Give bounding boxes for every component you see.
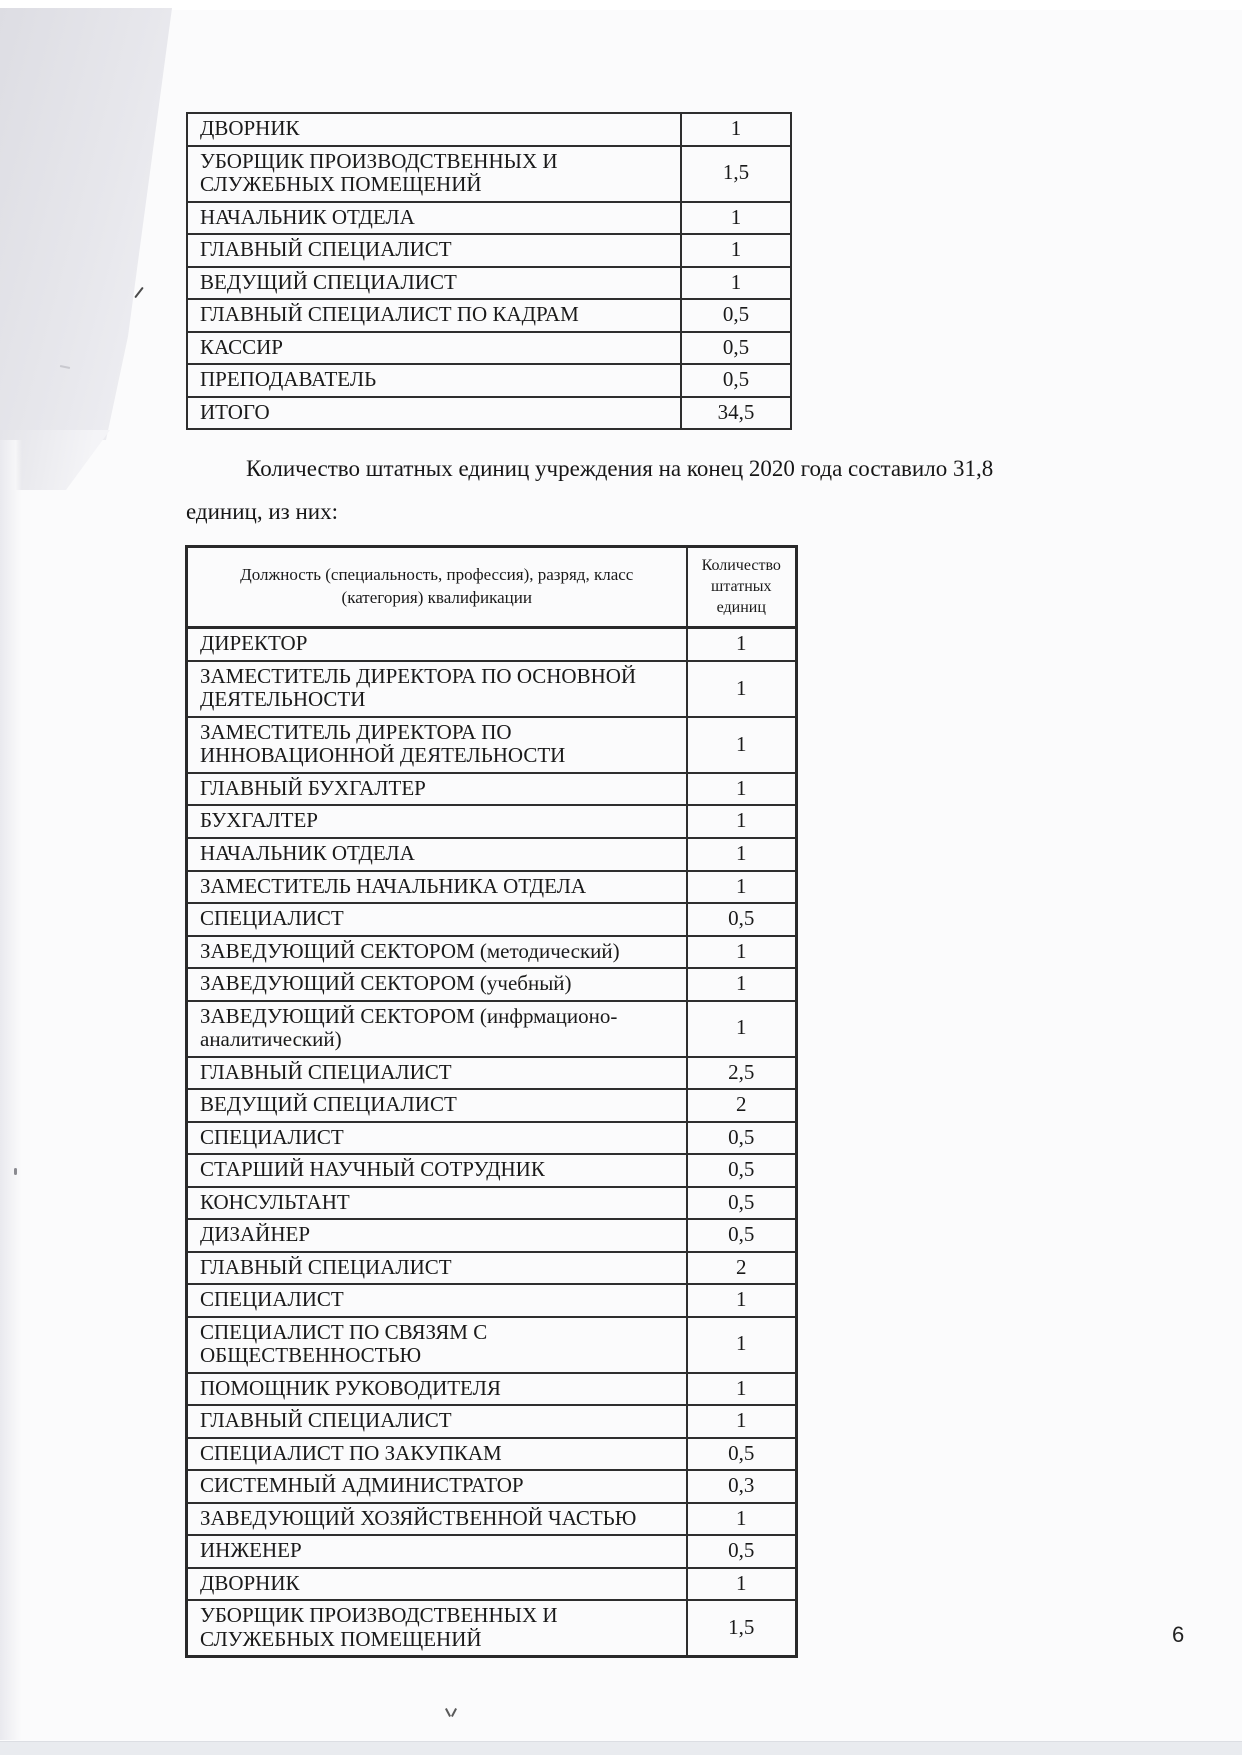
count-cell: 1 bbox=[687, 717, 797, 773]
count-cell: 1 bbox=[687, 805, 797, 838]
table-row bbox=[187, 1470, 797, 1503]
table-row bbox=[187, 871, 797, 904]
position-cell: ИТОГО bbox=[187, 397, 681, 430]
count-cell: 34,5 bbox=[681, 397, 791, 430]
table-row bbox=[187, 968, 797, 1001]
position-cell: ГЛАВНЫЙ СПЕЦИАЛИСТ bbox=[187, 234, 681, 267]
table-row bbox=[187, 202, 791, 235]
position-cell: ДИЗАЙНЕР bbox=[187, 1219, 687, 1252]
position-cell: ЗАМЕСТИТЕЛЬ НАЧАЛЬНИКА ОТДЕЛА bbox=[187, 871, 687, 904]
intro-paragraph: Количество штатных единиц учреждения на конец 2020 года составило 31,8 единиц, из них: bbox=[186, 456, 994, 524]
table-row bbox=[187, 267, 791, 300]
table-row bbox=[187, 773, 797, 806]
table-row bbox=[187, 1317, 797, 1373]
count-cell: 1 bbox=[681, 267, 791, 300]
count-cell: 0,5 bbox=[687, 1535, 797, 1568]
table-row bbox=[187, 1503, 797, 1536]
table-row bbox=[187, 628, 797, 661]
table-row bbox=[187, 1405, 797, 1438]
position-cell: ЗАВЕДУЮЩИЙ СЕКТОРОМ (методический) bbox=[187, 936, 687, 969]
table-row bbox=[187, 113, 791, 146]
count-cell: 0,5 bbox=[681, 332, 791, 365]
table-row bbox=[187, 146, 791, 202]
position-cell: ПОМОЩНИК РУКОВОДИТЕЛЯ bbox=[187, 1373, 687, 1406]
position-cell: ЗАМЕСТИТЕЛЬ ДИРЕКТОРА ПО ИННОВАЦИОННОЙ ДЕЯТЕЛЬНОСТИ bbox=[187, 717, 687, 773]
count-cell: 2 bbox=[687, 1252, 797, 1285]
table-row bbox=[187, 1187, 797, 1220]
scan-top-edge-artifact bbox=[0, 0, 1242, 10]
count-cell: 1 bbox=[687, 1373, 797, 1406]
position-cell: СПЕЦИАЛИСТ bbox=[187, 1122, 687, 1155]
count-cell: 1 bbox=[687, 1284, 797, 1317]
table-row bbox=[187, 1438, 797, 1471]
count-cell: 1 bbox=[681, 202, 791, 235]
table-row bbox=[187, 1600, 797, 1657]
position-cell: СПЕЦИАЛИСТ ПО ЗАКУПКАМ bbox=[187, 1438, 687, 1471]
count-cell: 1,5 bbox=[681, 146, 791, 202]
position-cell: БУХГАЛТЕР bbox=[187, 805, 687, 838]
scan-fold-artifact bbox=[0, 8, 172, 440]
position-cell: ЗАВЕДУЮЩИЙ СЕКТОРОМ (инфрмационо-аналитический) bbox=[187, 1001, 687, 1057]
scan-bottom-edge-artifact bbox=[0, 1741, 1242, 1755]
stray-pen-mark bbox=[134, 287, 144, 298]
count-cell: 0,3 bbox=[687, 1470, 797, 1503]
position-cell: ГЛАВНЫЙ СПЕЦИАЛИСТ bbox=[187, 1252, 687, 1285]
table-row bbox=[187, 1252, 797, 1285]
table-row bbox=[187, 299, 791, 332]
table-row bbox=[187, 1373, 797, 1406]
column-header-count: Количество штатных единиц bbox=[687, 547, 797, 628]
position-cell: ДИРЕКТОР bbox=[187, 628, 687, 661]
count-cell: 2 bbox=[687, 1089, 797, 1122]
count-cell: 1 bbox=[687, 871, 797, 904]
table-row bbox=[187, 1057, 797, 1090]
table-row bbox=[187, 1568, 797, 1601]
table-row bbox=[187, 838, 797, 871]
count-cell: 1 bbox=[687, 1317, 797, 1373]
position-cell: ГЛАВНЫЙ СПЕЦИАЛИСТ bbox=[187, 1057, 687, 1090]
table-header-row bbox=[187, 547, 797, 628]
position-cell: ПРЕПОДАВАТЕЛЬ bbox=[187, 364, 681, 397]
position-cell: УБОРЩИК ПРОИЗВОДСТВЕННЫХ И СЛУЖЕБНЫХ ПОМЕЩЕНИЙ bbox=[187, 1600, 687, 1657]
table-row bbox=[187, 1284, 797, 1317]
table-row bbox=[187, 234, 791, 267]
count-cell: 1 bbox=[687, 1001, 797, 1057]
count-cell: 0,5 bbox=[681, 299, 791, 332]
count-cell: 0,5 bbox=[687, 1122, 797, 1155]
table-row bbox=[187, 936, 797, 969]
count-cell: 1 bbox=[687, 661, 797, 717]
count-cell: 1 bbox=[687, 1503, 797, 1536]
count-cell: 1 bbox=[687, 773, 797, 806]
position-cell: ДВОРНИК bbox=[187, 113, 681, 146]
position-cell: СПЕЦИАЛИСТ bbox=[187, 903, 687, 936]
stray-pen-mark bbox=[451, 1708, 457, 1717]
table-row bbox=[187, 1122, 797, 1155]
position-cell: УБОРЩИК ПРОИЗВОДСТВЕННЫХ И СЛУЖЕБНЫХ ПОМЕЩЕНИЙ bbox=[187, 146, 681, 202]
position-cell: ДВОРНИК bbox=[187, 1568, 687, 1601]
position-cell: КАССИР bbox=[187, 332, 681, 365]
table-row bbox=[187, 1001, 797, 1057]
position-cell: ГЛАВНЫЙ БУХГАЛТЕР bbox=[187, 773, 687, 806]
table-row bbox=[187, 1219, 797, 1252]
count-cell: 0,5 bbox=[687, 1187, 797, 1220]
position-cell: НАЧАЛЬНИК ОТДЕЛА bbox=[187, 838, 687, 871]
table-row bbox=[187, 397, 791, 430]
stray-pen-mark bbox=[14, 1168, 17, 1175]
count-cell: 1,5 bbox=[687, 1600, 797, 1657]
count-cell: 2,5 bbox=[687, 1057, 797, 1090]
position-cell: ГЛАВНЫЙ СПЕЦИАЛИСТ ПО КАДРАМ bbox=[187, 299, 681, 332]
count-cell: 0,5 bbox=[681, 364, 791, 397]
position-cell: СПЕЦИАЛИСТ ПО СВЯЗЯМ С ОБЩЕСТВЕННОСТЬЮ bbox=[187, 1317, 687, 1373]
position-cell: НАЧАЛЬНИК ОТДЕЛА bbox=[187, 202, 681, 235]
count-cell: 1 bbox=[687, 628, 797, 661]
column-header-position: Должность (специальность, профессия), разряд, класс (категория) квалификации bbox=[187, 547, 687, 628]
table-row bbox=[187, 717, 797, 773]
position-cell: КОНСУЛЬТАНТ bbox=[187, 1187, 687, 1220]
position-cell: ГЛАВНЫЙ СПЕЦИАЛИСТ bbox=[187, 1405, 687, 1438]
count-cell: 1 bbox=[687, 968, 797, 1001]
position-cell: СПЕЦИАЛИСТ bbox=[187, 1284, 687, 1317]
table-row bbox=[187, 1535, 797, 1568]
position-cell: СТАРШИЙ НАУЧНЫЙ СОТРУДНИК bbox=[187, 1154, 687, 1187]
table-row bbox=[187, 661, 797, 717]
count-cell: 0,5 bbox=[687, 1219, 797, 1252]
count-cell: 1 bbox=[687, 936, 797, 969]
table-row bbox=[187, 364, 791, 397]
position-cell: ЗАМЕСТИТЕЛЬ ДИРЕКТОРА ПО ОСНОВНОЙ ДЕЯТЕЛЬНОСТИ bbox=[187, 661, 687, 717]
staff-table-2020 bbox=[185, 545, 798, 1658]
count-cell: 0,5 bbox=[687, 1154, 797, 1187]
position-cell: СИСТЕМНЫЙ АДМИНИСТРАТОР bbox=[187, 1470, 687, 1503]
table-row bbox=[187, 1154, 797, 1187]
position-cell: ВЕДУЩИЙ СПЕЦИАЛИСТ bbox=[187, 267, 681, 300]
count-cell: 1 bbox=[687, 1405, 797, 1438]
position-cell: ВЕДУЩИЙ СПЕЦИАЛИСТ bbox=[187, 1089, 687, 1122]
table-row bbox=[187, 903, 797, 936]
position-cell: ИНЖЕНЕР bbox=[187, 1535, 687, 1568]
position-cell: ЗАВЕДУЮЩИЙ СЕКТОРОМ (учебный) bbox=[187, 968, 687, 1001]
staff-table-continued bbox=[186, 112, 792, 430]
count-cell: 0,5 bbox=[687, 903, 797, 936]
count-cell: 0,5 bbox=[687, 1438, 797, 1471]
count-cell: 1 bbox=[687, 838, 797, 871]
count-cell: 1 bbox=[687, 1568, 797, 1601]
scan-left-fold-artifact bbox=[0, 440, 22, 1740]
page-number: 6 bbox=[1172, 1622, 1185, 1647]
table-row bbox=[187, 332, 791, 365]
count-cell: 1 bbox=[681, 113, 791, 146]
table-row bbox=[187, 1089, 797, 1122]
table-row bbox=[187, 805, 797, 838]
count-cell: 1 bbox=[681, 234, 791, 267]
position-cell: ЗАВЕДУЮЩИЙ ХОЗЯЙСТВЕННОЙ ЧАСТЬЮ bbox=[187, 1503, 687, 1536]
